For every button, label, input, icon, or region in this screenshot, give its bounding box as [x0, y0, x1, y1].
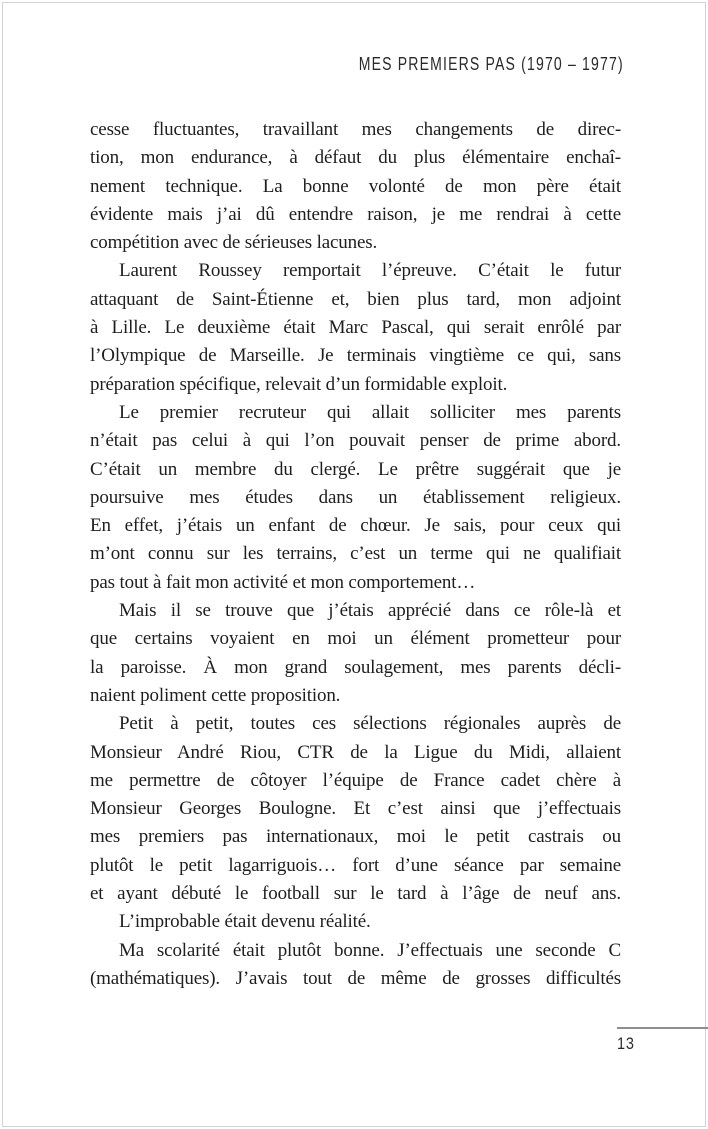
text-line: En effet, j’étais un enfant de chœur. Je sais, pour ceux qui [90, 515, 621, 537]
text-line: à Lille. Le deuxième était Marc Pascal, qui serait enrôlé par [90, 317, 621, 339]
text-line: L’improbable était devenu réalité. [119, 911, 371, 933]
text-line: nement technique. La bonne volonté de mon père était [90, 175, 621, 197]
text-line: m’ont connu sur les terrains, c’est un terme qui ne qualifiait [90, 543, 621, 565]
text-line: Le premier recruteur qui allait solliciter mes parents [119, 401, 621, 423]
text-line: n’était pas celui à qui l’on pouvait penser de prime abord. [90, 430, 621, 452]
text-line: Ma scolarité était plutôt bonne. J’effectuais une seconde C [119, 939, 621, 961]
text-line: pas tout à fait mon activité et mon comportement… [90, 571, 476, 593]
paragraph [90, 116, 621, 257]
page-number: 13 [617, 1034, 635, 1053]
text-line: me permettre de côtoyer l’équipe de France cadet chère à [90, 769, 621, 791]
running-header: MES PREMIERS PAS (1970 – 1977) [358, 54, 624, 74]
text-line: mes premiers pas internationaux, moi le petit castrais ou [90, 826, 621, 848]
text-line: Monsieur André Riou, CTR de la Ligue du Midi, allaient [90, 741, 621, 763]
text-line: C’était un membre du clergé. Le prêtre suggérait que je [90, 458, 621, 480]
text-line: évidente mais j’ai dû entendre raison, je me rendrai à cette [90, 203, 621, 225]
text-line: Petit à petit, toutes ces sélections régionales auprès de [119, 713, 621, 735]
text-line: plutôt le petit lagarriguois… fort d’une séance par semaine [90, 854, 621, 876]
text-line: la paroisse. À mon grand soulagement, mes parents décli- [90, 656, 621, 678]
text-line: Laurent Roussey remportait l’épreuve. C’était le futur [119, 260, 621, 282]
text-line: que certains voyaient en moi un élément prometteur pour [90, 628, 621, 650]
text-line: attaquant de Saint-Étienne et, bien plus tard, mon adjoint [90, 288, 621, 310]
text-line: naient poliment cette proposition. [90, 684, 341, 706]
paragraph [90, 597, 621, 710]
paragraph [90, 399, 621, 597]
text-line: Monsieur Georges Boulogne. Et c’est ainsi que j’effectuais [90, 798, 621, 820]
text-line: (mathématiques). J’avais tout de même de grosses difficultés [90, 967, 621, 989]
paragraph [90, 257, 621, 398]
text-line: et ayant débuté le football sur le tard à l’âge de neuf ans. [90, 883, 621, 905]
paragraph [90, 937, 621, 994]
paragraph [90, 710, 621, 908]
page-frame [2, 2, 706, 1127]
text-line: tion, mon endurance, à défaut du plus élémentaire enchaî- [90, 147, 621, 169]
text-line: l’Olympique de Marseille. Je terminais vingtième ce qui, sans [90, 345, 621, 367]
text-line: compétition avec de sérieuses lacunes. [90, 232, 378, 254]
footer-rule [617, 1027, 708, 1029]
text-line: poursuive mes études dans un établissement religieux. [90, 486, 621, 508]
page-body [90, 116, 621, 993]
text-line: cesse fluctuantes, travaillant mes changements de direc- [90, 119, 621, 140]
paragraph [90, 908, 621, 936]
text-line: Mais il se trouve que j’étais apprécié dans ce rôle-là et [119, 600, 621, 622]
text-line: préparation spécifique, relevait d’un formidable exploit. [90, 373, 508, 395]
